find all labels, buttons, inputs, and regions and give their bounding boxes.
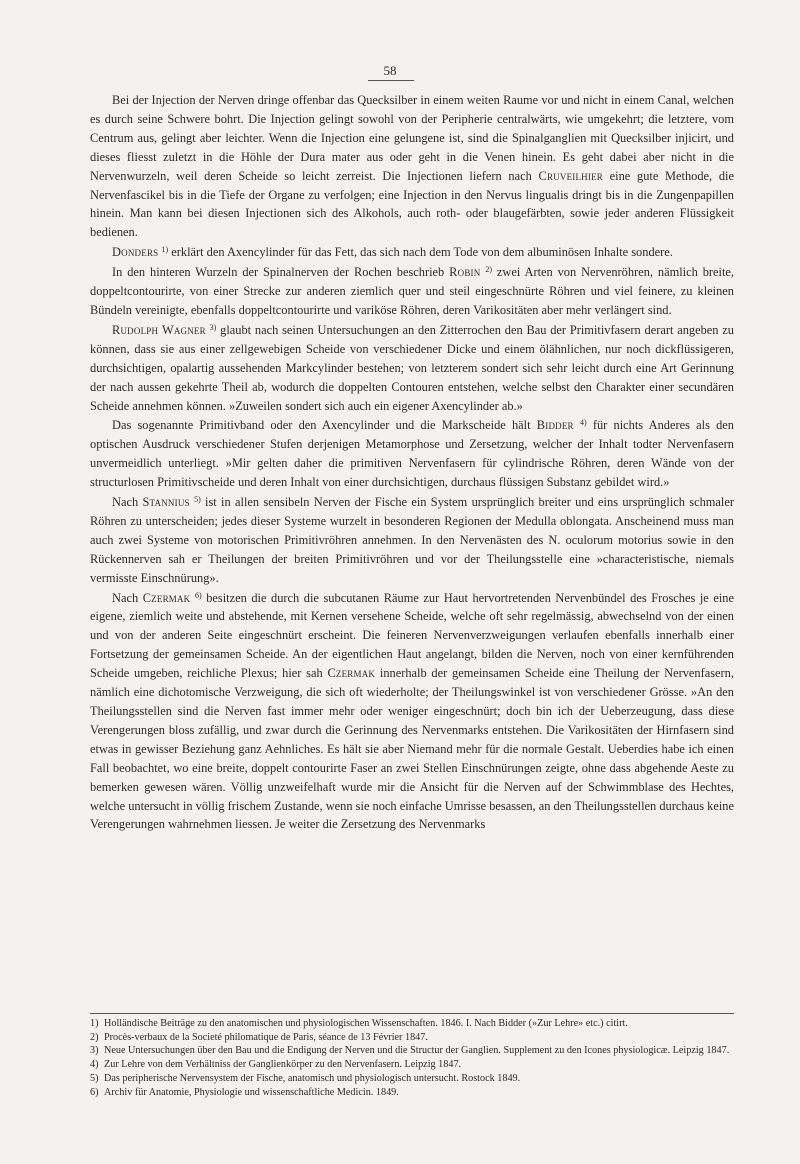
author-name: Czermak xyxy=(142,590,191,605)
footnote-marker: 5) xyxy=(90,1072,99,1084)
footnote-ref[interactable]: 6) xyxy=(194,590,202,600)
paragraph-3 xyxy=(90,263,734,320)
footnote-marker: 3) xyxy=(90,1045,99,1057)
paragraph-6 xyxy=(90,493,734,588)
footnote-1 xyxy=(90,1017,734,1031)
text-run: Das sogenannte Primitivband oder den Axencylinder und die Markscheide hält xyxy=(112,418,531,433)
paragraph-5 xyxy=(90,416,734,492)
footnote-marker: 4) xyxy=(90,1059,99,1071)
author-name: Cruveilhier xyxy=(538,168,603,183)
page-number-rule xyxy=(368,80,414,81)
paragraph-2 xyxy=(90,243,734,262)
footnote-4 xyxy=(90,1058,734,1072)
author-name: Stannius xyxy=(142,495,190,510)
footnote-ref[interactable]: 1) xyxy=(161,245,169,255)
footnote-6 xyxy=(90,1086,734,1100)
footnote-text: Das peripherische Nervensystem der Fische, anatomisch und physiologisch untersucht. Rostock 1849. xyxy=(104,1072,521,1084)
author-name: Rudolph Wagner xyxy=(112,322,206,337)
paragraph-7 xyxy=(90,589,734,835)
text-run: Nach xyxy=(112,590,139,605)
footnote-text: Archiv für Anatomie, Physiologie und wissenschaftliche Medicin. 1849. xyxy=(104,1086,399,1098)
text-run: innerhalb der gemeinsamen Scheide eine Theilung der Nervenfasern, nämlich eine dichotomische Verzweigung, die sich oft wiederholte; der Theilungswinkel ist von verschiedener Grösse. »An den Theilungsstellen sind die Nerven fast immer mehr oder weniger eingeschnürt; doch bin ich der Ueberzeugung, dass diese Verengerungen bloss zufällig, und zwar durch die Gerinnung des Nervenmarks entstehen. Die Varikositäten der Hirnfasern sind etwas in gewisser Beziehung ganz Aehnliches. Es hält sie aber Niemand mehr für die normale Gestalt. Ueberdies habe ich einen Fall beobachtet, wo eine breite, doppelt contourirte Faser an zwei Stellen Einschnürungen zeigte, ohne dass abgehende Aeste zu bemerken gewesen wären. Völlig unzweifelhaft wurde mir die Ansicht für die Nerven auf der Schwimmblase des Hechtes, welche untersucht in völlig frischem Zustande, wenn sie noch einfache Umrisse besassen, an den Theilungsstellen durchaus keine Verengerungen wahrnehmen liessen. Je weiter die Zersetzung des Nervenmarks xyxy=(90,666,734,832)
footnote-marker: 6) xyxy=(90,1086,99,1098)
footnote-ref[interactable]: 2) xyxy=(485,265,492,275)
text-run: zwei Arten von Nervenröhren, nämlich breite, doppeltcontourirte, von einer Strecke zur anderen ziemlich quer und steil eingeschnürte Röhren und viel feinere, zu kleinen Bündeln vereinigte, ebenfalls doppeltcontourirte und variköse Röhren, deren Varikositäten aber mehr verlängert sind. xyxy=(90,265,734,317)
text-run: eine gute Methode, die Nervenfascikel bis in die Tiefe der Organe zu verfolgen; eine Injection in den Nervus lingualis dringt bis in die Zungenpapillen hinein. Man kann bei diesen Injectionen sich des Alkohols, auch roth- oder blaugefärbten, sowie jeder anderen Flüssigkeit bedienen. xyxy=(90,168,734,240)
footnote-ref[interactable]: 3) xyxy=(209,322,217,332)
footnotes xyxy=(90,1017,734,1099)
text-run: Nach xyxy=(112,495,139,510)
paragraph-1 xyxy=(90,91,734,242)
text-run: für nichts Anderes als den optischen Ausdruck verschiedener Stufen derjenigen Metamorphose und Zersetzung, welcher der Inhalt todter Nervenfasern unvermeidlich unterliegt. »Mir gelten daher die primitiven Nervenfasern für cylindrische Röhren, deren Wände von der structurlosen Primitivscheide und deren Inhalt von einer durchsichtigen, durchaus flüssigen Substanz gebildet wird.» xyxy=(90,418,734,490)
paragraph-4 xyxy=(90,321,734,416)
footnote-marker: 1) xyxy=(90,1018,99,1029)
footnote-ref[interactable]: 4) xyxy=(579,418,587,428)
footnote-2 xyxy=(90,1031,734,1045)
author-name: Czermak xyxy=(327,666,376,681)
text-run: erklärt den Axencylinder für das Fett, das sich nach dem Tode von dem albuminösen Inhalte sondere. xyxy=(171,245,673,260)
footnote-text: Neue Untersuchungen über den Bau und die Endigung der Nerven und die Structur der Ganglien. Supplement zu den Icones physiologicæ. Leipzig 1847. xyxy=(104,1045,730,1057)
text-run: Bei der Injection der Nerven dringe offenbar das Quecksilber in einem weiten Raume vor und nicht in einem Canal, welchen es durch seine Schwere bohrt. Die Injection gelingt sowohl von der Peripherie centralwärts, wie umgekehrt; die letztere, vom Centrum aus, gelingt aber leichter. Wenn die Injection eine gelungene ist, sind die Spinalganglien mit Quecksilber injicirt, und dieses fliesst zuletzt in die Höhle der Dura mater aus oder geht in die Venen hinein. Es geht dabei aber nicht in die Nervenwurzeln, weil deren Scheide so leicht zerreist. Die Injectionen liefern nach xyxy=(90,93,734,183)
text-run: ist in allen sensibeln Nerven der Fische ein System ursprünglich breiter und eins ursprünglich schmaler Röhren zu unterscheiden; jedes dieser Systeme wurzelt in besonderen Regionen der Medulla oblongata. Anscheinend muss man auch zwei Systeme von motorischen Primitivröhren annehmen. In den Nervenästen des N. oculorum motorius sowie in den Rückennerven sah er Theilungen der breiten Primitivröhren und vor der Theilungsstelle eine »characteristische, niemals vermisste Einschnürung». xyxy=(90,495,734,585)
text-run: In den hinteren Wurzeln der Spinalnerven der Rochen beschrieb xyxy=(112,265,445,280)
footnote-3 xyxy=(90,1044,734,1058)
footnote-5 xyxy=(90,1072,734,1086)
text-run: besitzen die durch die subcutanen Räume zur Haut hervortretenden Nervenbündel des Frosches je eine eigene, ziemlich weite und abstehende, mit Kernen versehene Scheide, welche oft sehr regelmässig, abwechselnd von der einen und von der anderen Seite eingeschnürt erscheint. Die feineren Nervenverzweigungen verlaufen ebenfalls innerhalb einer Fortsetzung der gemeinsamen Scheide. An der eigentlichen Haut angelangt, bilden die Nerven, noch von einer kernführenden Scheide umgeben, reichliche Plexus; hier sah xyxy=(90,590,734,681)
text-run: glaubt nach seinen Untersuchungen an den Zitterrochen den Bau der Primitivfasern derart angeben zu können, dass sie aus einer zellgewebigen Scheide von verschiedener Dicke und einem ölähnlichen, nur noch dickflüssigeren, durchsichtigen, opalartig aussehenden Markcylinder bestehen; von letzterem sondert sich sehr leicht durch eine Art Gerinnung der nach aussen gekehrte Theil ab, wodurch die doppelten Contouren entstehen, welche selbst den Charakter einer secundären Scheide annehmen können. »Zuweilen sondert sich auch ein eigener Axencylinder ab.» xyxy=(90,322,734,413)
footnote-text: Procès-verbaux de la Societé philomatique de Paris, séance de 13 Février 1847. xyxy=(104,1031,428,1043)
author-name: Bidder xyxy=(536,418,574,433)
author-name: Donders xyxy=(112,245,159,260)
footnote-text: Holländische Beiträge zu den anatomischen und physiologischen Wissenschaften. 1846. I. Nach Bidder (»Zur Lehre» etc.) citirt. xyxy=(104,1018,628,1029)
footnote-ref[interactable]: 5) xyxy=(194,495,201,505)
author-name: Robin xyxy=(449,265,481,280)
footnote-rule xyxy=(90,1013,734,1014)
body-text xyxy=(90,91,734,835)
page-number: 58 xyxy=(383,63,397,78)
footnote-text: Zur Lehre von dem Verhältniss der Ganglienkörper zu den Nervenfasern. Leipzig 1847. xyxy=(104,1059,462,1071)
footnote-marker: 2) xyxy=(90,1031,99,1043)
